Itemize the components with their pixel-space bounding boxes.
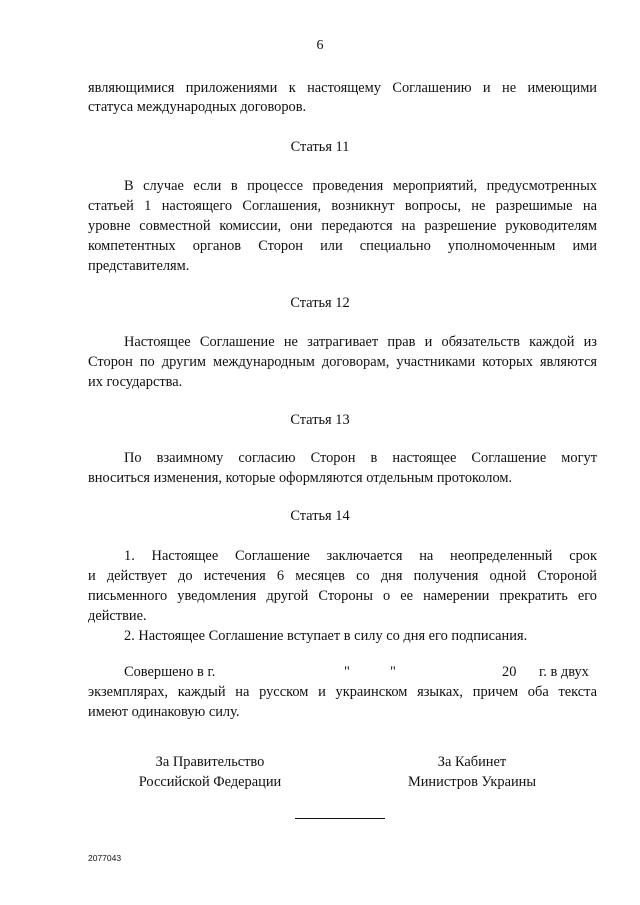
done-place-label: Совершено в г. (124, 664, 216, 680)
done-quote-open: " (344, 664, 350, 680)
article-12-line-2: Сторон по другим международным договорам, участниками которых являются (88, 354, 597, 370)
article-11-line-3: уровне совместной комиссии, они передаются на разрешение руководителям (88, 218, 597, 234)
signature-left-line-2: Российской Федерации (138, 774, 282, 790)
done-quote-close: " (390, 664, 396, 680)
article-11-heading: Статья 11 (290, 139, 350, 155)
article-14-p1-line-3: письменного уведомления другой Стороны о ее намерении прекратить его (88, 588, 597, 604)
done-line-3: имеют одинаковую силу. (88, 704, 240, 720)
article-11-line-5: представителям. (88, 258, 190, 274)
document-code: 2077043 (88, 853, 122, 863)
article-13-line-1: По взаимному согласию Сторон в настоящее Соглашение могут (124, 450, 597, 466)
article-11-line-2: статьей 1 настоящего Соглашения, возникнут вопросы, не разрешимые на (88, 198, 597, 214)
article-14-p2: 2. Настоящее Соглашение вступает в силу со дня его подписания. (124, 628, 528, 644)
article-14-p1-line-4: действие. (88, 608, 147, 624)
done-year-prefix: 20 (502, 664, 517, 680)
article-12-line-3: их государства. (88, 374, 183, 390)
article-13-line-2: вноситься изменения, которые оформляются отдельным протоколом. (88, 470, 513, 486)
article-14-heading: Статья 14 (290, 508, 350, 524)
signature-right-line-1: За Кабинет (437, 754, 507, 770)
done-line-2: экземплярах, каждый на русском и украинском языках, причем оба текста (88, 684, 597, 700)
page-number: 6 (316, 38, 324, 53)
article-11-line-4: компетентных органов Сторон или специально уполномоченным ими (88, 238, 597, 254)
article-11-line-1: В случае если в процессе проведения мероприятий, предусмотренных (124, 178, 597, 194)
intro-line-2: статуса международных договоров. (88, 99, 307, 115)
signature-left-line-1: За Правительство (155, 754, 265, 770)
intro-line-1: являющимися приложениями к настоящему Соглашению и не имеющими (88, 80, 597, 96)
article-12-heading: Статья 12 (290, 295, 350, 311)
article-12-line-1: Настоящее Соглашение не затрагивает прав и обязательств каждой из (124, 334, 597, 350)
divider-rule (295, 818, 385, 819)
article-14-p1-line-2: и действует до истечения 6 месяцев со дня получения одной Стороной (88, 568, 597, 584)
done-copies-text: г. в двух (539, 664, 589, 680)
article-13-heading: Статья 13 (290, 412, 350, 428)
signature-right-line-2: Министров Украины (407, 774, 537, 790)
article-14-p1-line-1: 1. Настоящее Соглашение заключается на неопределенный срок (124, 548, 597, 564)
